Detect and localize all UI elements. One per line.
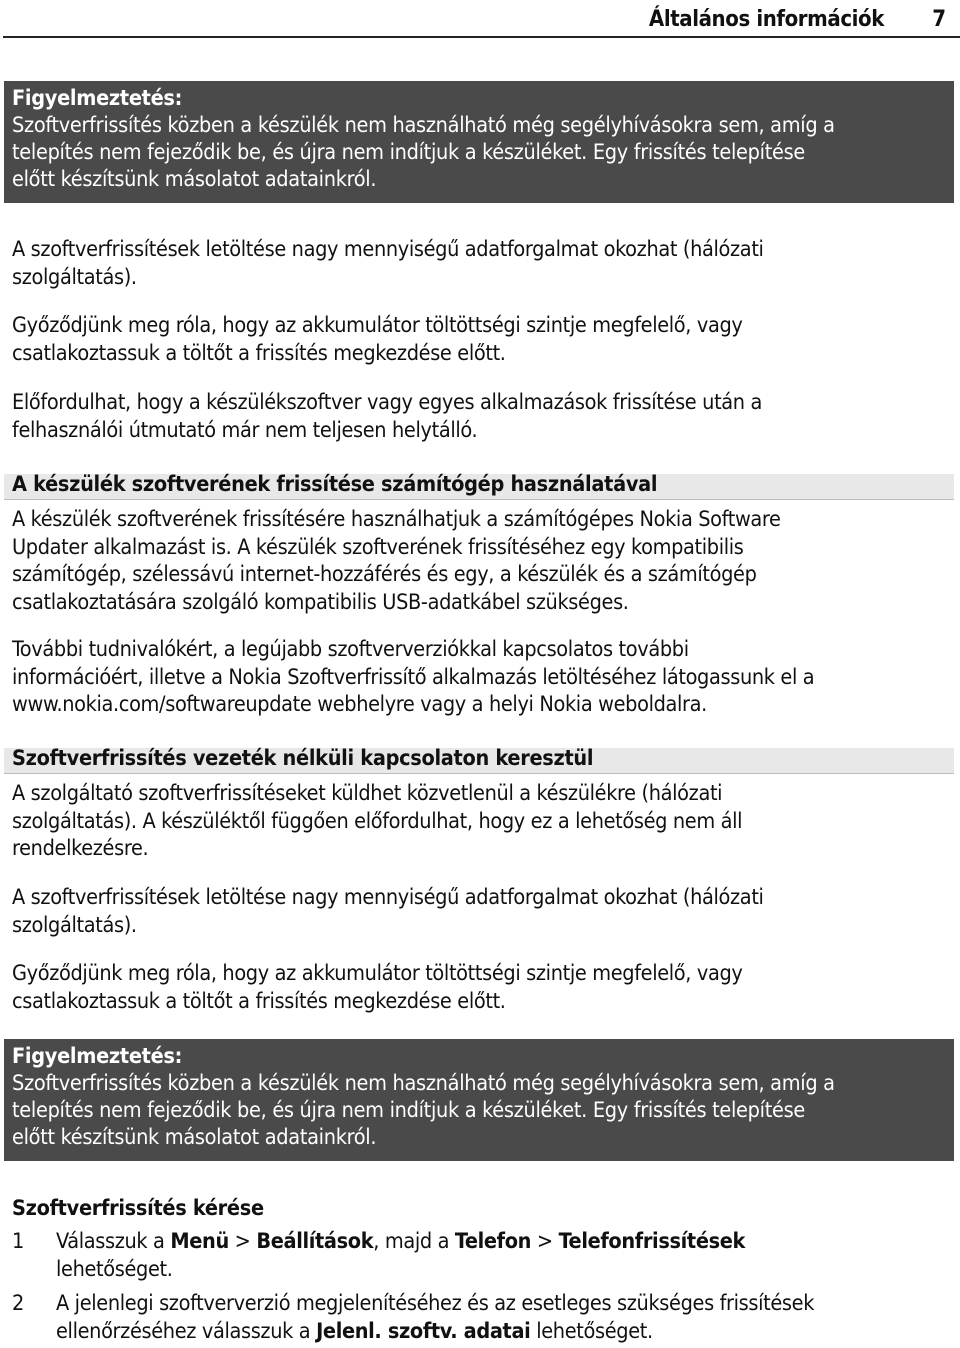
paragraph xyxy=(12,389,948,444)
paragraph-line: A készülék szoftverének frissítésére használhatjuk a számítógépes Nokia Software xyxy=(12,507,781,532)
paragraph-line: szolgáltatás). A készüléktől függően előfordulhat, hogy ez a lehetőség nem áll xyxy=(12,808,743,834)
step-text-part: lehetőséget. xyxy=(530,1318,653,1344)
step-text-line: lehetőséget. xyxy=(56,1256,173,1282)
paragraph-line: információért, illetve a Nokia Szoftverfrissítő alkalmazás letöltéséhez látogassunk el a xyxy=(12,664,815,690)
step-number: 2 xyxy=(12,1291,24,1316)
warning-line: előtt készítsünk másolatot adatainkról. xyxy=(12,1125,377,1150)
paragraph-line: csatlakoztassuk a töltőt a frissítés megkezdése előtt. xyxy=(12,340,506,366)
path-separator: > xyxy=(228,1229,257,1254)
page-header xyxy=(0,0,960,38)
paragraph-line: További tudnivalókért, a legújabb szoftververziókkal kapcsolatos további xyxy=(12,637,689,662)
menu-path-item: Beállítások xyxy=(256,1229,374,1254)
paragraph-line: www.nokia.com/softwareupdate webhelyre vagy a helyi Nokia weboldalra. xyxy=(12,692,707,717)
warning-line: előtt készítsünk másolatot adatainkról. xyxy=(12,167,377,192)
menu-path-item: Telefon xyxy=(454,1229,532,1254)
paragraph-line: rendelkezésre. xyxy=(12,836,149,861)
warning-box xyxy=(4,1039,954,1161)
warning-line: telepítés nem fejeződik be, és újra nem indítjuk a készüléket. Egy frissítés telepítése xyxy=(12,140,805,165)
section-heading: Szoftverfrissítés vezeték nélküli kapcsolaton keresztül xyxy=(12,746,594,771)
numbered-step xyxy=(12,1290,948,1346)
path-separator: > xyxy=(531,1229,559,1254)
step-text xyxy=(56,1228,948,1283)
step-text xyxy=(56,1290,948,1345)
step-text-line: A jelenlegi szoftververzió megjelenítéséhez és az esetleges szükséges frissítések xyxy=(56,1291,815,1316)
paragraph-line: Előfordulhat, hogy a készülékszoftver vagy egyes alkalmazások frissítése után a xyxy=(12,390,763,415)
step-text-part: Válasszuk a xyxy=(56,1229,171,1254)
step-text-part: ellenőrzéséhez válasszuk a xyxy=(56,1318,317,1344)
header-divider xyxy=(3,36,960,38)
paragraph-line: szolgáltatás). xyxy=(12,264,137,290)
menu-path-item: Jelenl. szoftv. adatai xyxy=(316,1318,531,1344)
warning-line: Szoftverfrissítés közben a készülék nem használható még segélyhívásokra sem, amíg a xyxy=(12,113,835,138)
paragraph-line: csatlakoztatására szolgáló kompatibilis USB-adatkábel szükséges. xyxy=(12,589,629,615)
paragraph-line: csatlakoztassuk a töltőt a frissítés megkezdése előtt. xyxy=(12,988,506,1014)
subsection-heading: Szoftverfrissítés kérése xyxy=(12,1196,264,1221)
step-number: 1 xyxy=(12,1229,24,1254)
paragraph xyxy=(12,506,948,616)
paragraph xyxy=(12,236,948,291)
warning-box xyxy=(4,81,954,203)
section-heading-bar xyxy=(4,748,954,774)
paragraph xyxy=(12,884,948,939)
page-number: 7 xyxy=(932,7,946,32)
numbered-step xyxy=(12,1228,948,1284)
paragraph-line: A szolgáltató szoftverfrissítéseket küldhet közvetlenül a készülékre (hálózati xyxy=(12,781,723,806)
paragraph-line: szolgáltatás). xyxy=(12,912,137,938)
paragraph xyxy=(12,312,948,367)
menu-path-item: Menü xyxy=(170,1229,229,1254)
paragraph-line: Updater alkalmazást is. A készülék szoftverének frissítéséhez egy kompatibilis xyxy=(12,534,744,560)
paragraph-line: A szoftverfrissítések letöltése nagy mennyiségű adatforgalmat okozhat (hálózati xyxy=(12,237,764,262)
section-heading: A készülék szoftverének frissítése számítógép használatával xyxy=(12,472,658,497)
section-heading-bar xyxy=(4,474,954,500)
menu-path-item: Telefonfrissítések xyxy=(558,1229,746,1254)
paragraph xyxy=(12,636,948,719)
paragraph-line: Győződjünk meg róla, hogy az akkumulátor töltöttségi szintje megfelelő, vagy xyxy=(12,313,743,338)
step-text-part: , majd a xyxy=(373,1229,455,1254)
paragraph xyxy=(12,960,948,1015)
paragraph-line: számítógép, szélessávú internet-hozzáférés és egy, a készülék és a számítógép xyxy=(12,562,757,587)
warning-line: Szoftverfrissítés közben a készülék nem használható még segélyhívásokra sem, amíg a xyxy=(12,1071,835,1096)
warning-title: Figyelmeztetés: xyxy=(12,1044,183,1069)
warning-title: Figyelmeztetés: xyxy=(12,86,183,111)
paragraph-line: Győződjünk meg róla, hogy az akkumulátor töltöttségi szintje megfelelő, vagy xyxy=(12,961,743,986)
warning-line: telepítés nem fejeződik be, és újra nem indítjuk a készüléket. Egy frissítés telepítése xyxy=(12,1098,805,1123)
paragraph xyxy=(12,780,948,863)
chapter-title: Általános információk xyxy=(648,7,884,32)
paragraph-line: A szoftverfrissítések letöltése nagy mennyiségű adatforgalmat okozhat (hálózati xyxy=(12,885,764,910)
paragraph-line: felhasználói útmutató már nem teljesen helytálló. xyxy=(12,417,478,443)
